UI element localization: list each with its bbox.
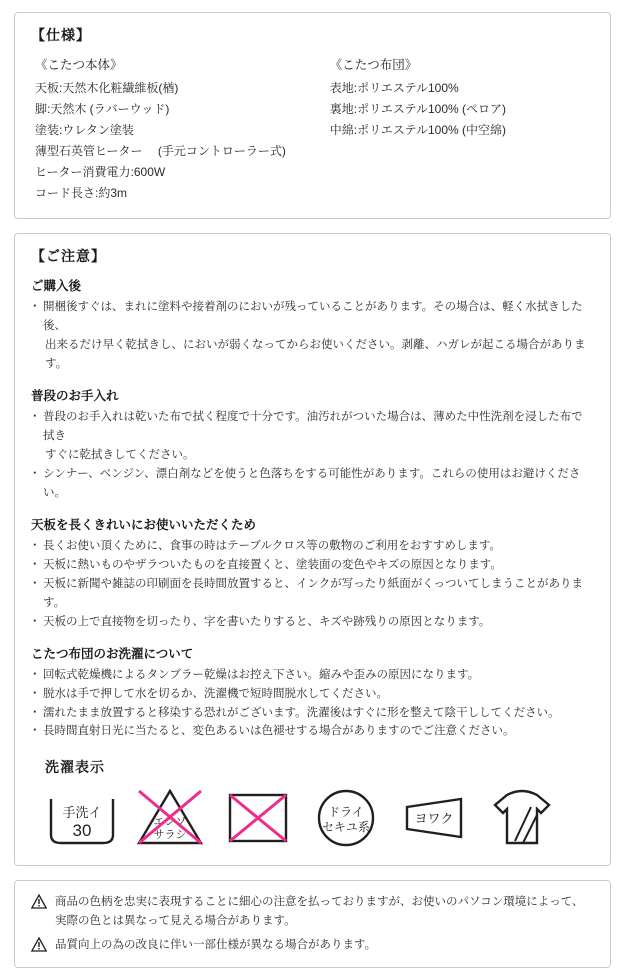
spec-body-line: ヒーター消費電力:600W — [35, 165, 166, 179]
spec-columns — [31, 55, 594, 204]
bullet-line: 天板に新聞や雑誌の印刷面を長時間放置すると、インクが写ったり紙面がくっついてしまうことがあります。 — [43, 577, 584, 609]
spec-panel — [14, 12, 611, 219]
svg-text:サラシ: サラシ — [153, 829, 187, 842]
caution-bullet-list — [31, 408, 594, 503]
bullet-line: 長くお使い頂くために、食事の時はテーブルクロス等の敷物のご利用をおすすめします。 — [43, 539, 501, 552]
disclaimer-text — [55, 936, 376, 954]
bullet-line: シンナー、ベンジン、漂白剤などを使うと色落ちをする可能性があります。これらの使用はお避けください。 — [43, 467, 581, 499]
no-iron-symbol — [397, 785, 471, 851]
list-item — [31, 465, 594, 503]
spec-futon-line: 表地:ポリエステル100% — [329, 81, 459, 95]
warning-icon — [31, 937, 47, 955]
bullet-line: 長時間直射日光に当たると、変色あるいは色褪せする場合がありますのでご注意ください。 — [43, 725, 515, 738]
list-item — [31, 537, 594, 556]
caution-bullet-list — [31, 537, 594, 632]
dry-clean-symbol — [309, 785, 383, 851]
caution-panel-title: 【ご注意】 — [31, 248, 106, 264]
disclaimer-line: 品質向上の為の改良に伴い一部仕様が異なる場合があります。 — [55, 939, 377, 952]
caution-section-heading: ご購入後 — [31, 279, 82, 293]
bullet-line-cont: すぐに乾拭きしてください。 — [45, 448, 195, 461]
svg-text:30: 30 — [72, 821, 92, 841]
list-item — [31, 704, 594, 723]
bullet-line: 普段のお手入れは乾いた布で拭く程度で十分です。油汚れがついた場合は、薄めた中性洗剤を浸した布で拭き — [43, 410, 583, 442]
warning-icon — [31, 894, 47, 912]
list-item — [31, 613, 594, 632]
spec-body-line: 脚:天然木 (ラバーウッド) — [35, 102, 170, 116]
disclaimer-text — [55, 893, 584, 930]
list-item — [31, 408, 594, 465]
bullet-line: 天板の上で直接物を切ったり、字を書いたりすると、キズや跡残りの原因となります。 — [43, 615, 491, 628]
laundry-title: 洗濯表示 — [45, 759, 105, 776]
spec-body-line: 薄型石英管ヒーター (手元コントローラー式) — [35, 144, 286, 158]
list-item — [31, 575, 594, 613]
hand-wash-30-symbol — [45, 785, 119, 851]
bullet-line: 濡れたまま放置すると移染する恐れがございます。洗濯後はすぐに形を整えて陰干ししてください。 — [43, 706, 560, 719]
bullet-line-cont: 出来るだけ早く乾拭きし、においが弱くなってからお使いください。剥離、ハガレが起こる場合があります。 — [45, 338, 586, 370]
caution-section-heading: 普段のお手入れ — [31, 388, 119, 403]
bullet-line: 天板に熱いものやザラついたものを直接置くと、塗装面の変色やキズの原因となります。 — [43, 558, 502, 571]
bullet-line: 回転式乾燥機によるタンブラー乾燥はお控え下さい。縮みや歪みの原因になります。 — [43, 668, 480, 681]
svg-text:手洗イ: 手洗イ — [62, 805, 102, 821]
spec-body-line: 天板:天然木化粧繊維板(楢) — [35, 81, 179, 95]
spec-column-body — [31, 55, 324, 204]
disclaimer-line: 商品の色柄を忠実に表現することに細心の注意を払っておりますが、お使いのパソコン環境によって、 — [55, 896, 584, 909]
spec-panel-title: 【仕様】 — [31, 27, 91, 43]
caution-bullet-list — [31, 298, 594, 374]
spec-body-line: コード長さ:約3m — [35, 186, 128, 200]
svg-text:セキユ系: セキユ系 — [321, 820, 371, 835]
bullet-line: 開梱後すぐは、まれに塗料や接着剤のにおいが残っていることがあります。その場合は、軽く水拭きした後、 — [43, 301, 583, 332]
svg-text:ドライ: ドライ — [328, 805, 364, 820]
list-item — [31, 556, 594, 575]
caution-bullet-list — [31, 666, 594, 742]
no-bleach-symbol — [133, 785, 207, 851]
laundry-symbol-row — [45, 785, 594, 851]
no-tumble-dry-symbol — [221, 785, 295, 851]
caution-section-heading: こたつ布団のお洗濯について — [31, 646, 194, 661]
laundry-care-block — [31, 757, 594, 851]
list-item — [31, 685, 594, 704]
caution-panel — [14, 233, 611, 866]
spec-body-heading: 《こたつ本体》 — [35, 58, 123, 72]
hang-dry-symbol — [485, 785, 559, 851]
spec-body-line: 塗装:ウレタン塗装 — [35, 123, 134, 137]
disclaimer-row — [31, 936, 594, 955]
list-item — [31, 298, 594, 374]
list-item — [31, 666, 594, 685]
bullet-line: 脱水は手で押して水を切るか、洗濯機で短時間脱水してください。 — [43, 687, 388, 700]
disclaimer-line-cont: 実際の色とは異なって見える場合があります。 — [55, 914, 296, 927]
svg-text:ヨワク: ヨワク — [414, 811, 454, 827]
disclaimer-panel — [14, 880, 611, 968]
caution-section-heading: 天板を長くきれいにお使いいただくため — [31, 517, 257, 532]
svg-text:エンソ: エンソ — [153, 816, 187, 829]
list-item — [31, 722, 594, 741]
spec-column-futon — [324, 55, 594, 204]
disclaimer-row — [31, 893, 594, 930]
spec-futon-line: 裏地:ポリエステル100% (ペロア) — [329, 102, 507, 116]
spec-futon-heading: 《こたつ布団》 — [329, 58, 418, 72]
spec-futon-line: 中綿:ポリエステル100% (中空綿) — [329, 123, 507, 137]
